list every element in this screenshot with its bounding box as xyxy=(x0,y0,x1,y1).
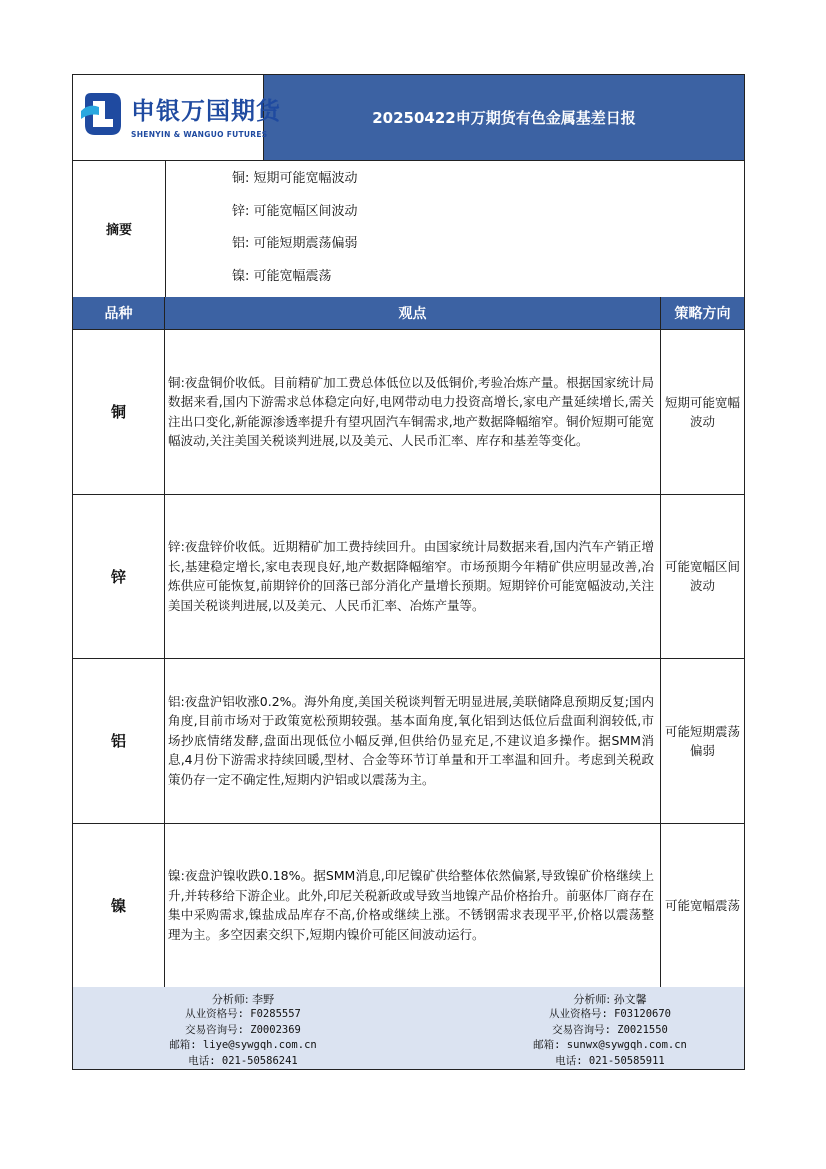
analyst-block-left xyxy=(143,992,343,1069)
analyst-name: 分析师: 李野 xyxy=(211,993,275,1006)
summary-line-aluminum: 铝: 可能短期震荡偏弱 xyxy=(232,236,358,251)
analyst-license: 从业资格号: F0285557 xyxy=(185,1008,301,1021)
company-logo-icon xyxy=(81,89,125,139)
column-header-variety: 品种 xyxy=(73,297,165,329)
summary-label: 摘要 xyxy=(73,160,166,297)
table-row-aluminum xyxy=(73,658,744,824)
column-header-strategy: 策略方向 xyxy=(674,306,731,322)
variety-name: 锌 xyxy=(73,494,165,658)
variety-name: 铜 xyxy=(73,329,165,494)
strategy-text: 可能宽幅震荡 xyxy=(664,897,740,913)
analyst-consult-number: 交易咨询号: Z0002369 xyxy=(185,1023,301,1036)
summary-line-zinc: 锌: 可能宽幅区间波动 xyxy=(232,203,358,219)
view-text: 锌:夜盘锌价收低。近期精矿加工费持续回升。由国家统计局数据来看,国内汽车产销正增长,基建稳定增长,家电表现良好,地产数据降幅缩窄。市场预期今年精矿供应明显改善,冶炼供应可能恢复,前期锌价的回落已部分消化产量增长预期。短期锌价可能宽幅波动,关注美国关税谈判进展,以及美元、人民币汇率、冶炼产量等。 xyxy=(168,539,654,613)
analyst-email[interactable]: 邮箱: liye@sywgqh.com.cn xyxy=(169,1039,317,1052)
view-cell xyxy=(165,494,661,658)
view-text: 镍:夜盘沪镍收跌0.18%。据SMM消息,印尼镍矿供给整体依然偏紧,导致镍矿价格继续上升,并转移给下游企业。此外,印尼关税新政或导致当地镍产品价格抬升。前驱体厂商存在集中采购需求,镍盐成品库存不高,价格或继续上涨。不锈钢需求表现平平,价格以震荡整理为主。多空因素交织下,短期内镍价可能区间波动运行。 xyxy=(168,868,654,942)
analyst-phone: 电话: 021-50585911 xyxy=(555,1054,665,1067)
strategy-text: 可能宽幅区间波动 xyxy=(664,559,740,593)
logo-english-text: SHENYIN & WANGUO FUTURES xyxy=(131,130,268,139)
variety-name: 镍 xyxy=(73,823,165,987)
table-row-copper xyxy=(73,329,744,495)
table-row-nickel xyxy=(73,823,744,988)
report-title: 20250422申万期货有色金属基差日报 xyxy=(264,75,744,160)
analyst-footer xyxy=(73,987,744,1069)
logo-chinese-text: 申银万国期货 xyxy=(131,97,281,125)
analyst-phone: 电话: 021-50586241 xyxy=(188,1054,298,1067)
report-header xyxy=(73,75,744,161)
analyst-name: 分析师: 孙文馨 xyxy=(573,993,647,1006)
analyst-email[interactable]: 邮箱: sunwx@sywgqh.com.cn xyxy=(533,1039,687,1052)
strategy-text: 短期可能宽幅波动 xyxy=(664,394,740,429)
analyst-license: 从业资格号: F03120670 xyxy=(548,1008,672,1021)
summary-list xyxy=(166,160,744,297)
view-cell xyxy=(165,329,661,494)
table-header xyxy=(73,297,744,330)
view-text: 铜:夜盘铜价收低。目前精矿加工费总体低位以及低铜价,考验冶炼产量。根据国家统计局数据来看,国内下游需求总体稳定向好,电网带动电力投资高增长,家电产量延续增长,需关注出口变化,新能源渗透率提升有望巩固汽车铜需求,地产数据降幅缩窄。铜价短期可能宽幅波动,关注美国关税谈判进展,以及美元、人民币汇率、库存和基差等变化。 xyxy=(168,374,654,448)
summary-section xyxy=(73,160,744,298)
column-header-view: 观点 xyxy=(165,297,661,329)
analyst-block-right xyxy=(510,992,710,1069)
summary-line-copper: 铜: 短期可能宽幅波动 xyxy=(232,171,358,186)
view-text: 铝:夜盘沪铝收涨0.2%。海外角度,美国关税谈判暂无明显进展,美联储降息预期反复;国内角度,目前市场对于政策宽松预期较强。基本面角度,氧化铝到达低位后盘面利润较低,市场抄底情绪发酵,盘面出现低位小幅反弹,但供给仍显充足,不建议追多操作。据SMM消息,4月份下游需求持续回暖,型材、合金等环节订单量和开工率温和回升。考虑到关税政策仍存一定不确定性,短期内沪铝或以震荡为主。 xyxy=(168,693,654,787)
view-cell xyxy=(165,658,661,823)
view-cell xyxy=(165,823,661,987)
summary-line-nickel: 镍: 可能宽幅震荡 xyxy=(232,268,332,284)
table-row-zinc xyxy=(73,494,744,659)
report-sheet xyxy=(72,74,745,1070)
strategy-text: 可能短期震荡偏弱 xyxy=(664,723,740,758)
logo xyxy=(73,75,281,160)
variety-name: 铝 xyxy=(73,658,165,823)
analyst-consult-number: 交易咨询号: Z0021550 xyxy=(552,1023,668,1036)
